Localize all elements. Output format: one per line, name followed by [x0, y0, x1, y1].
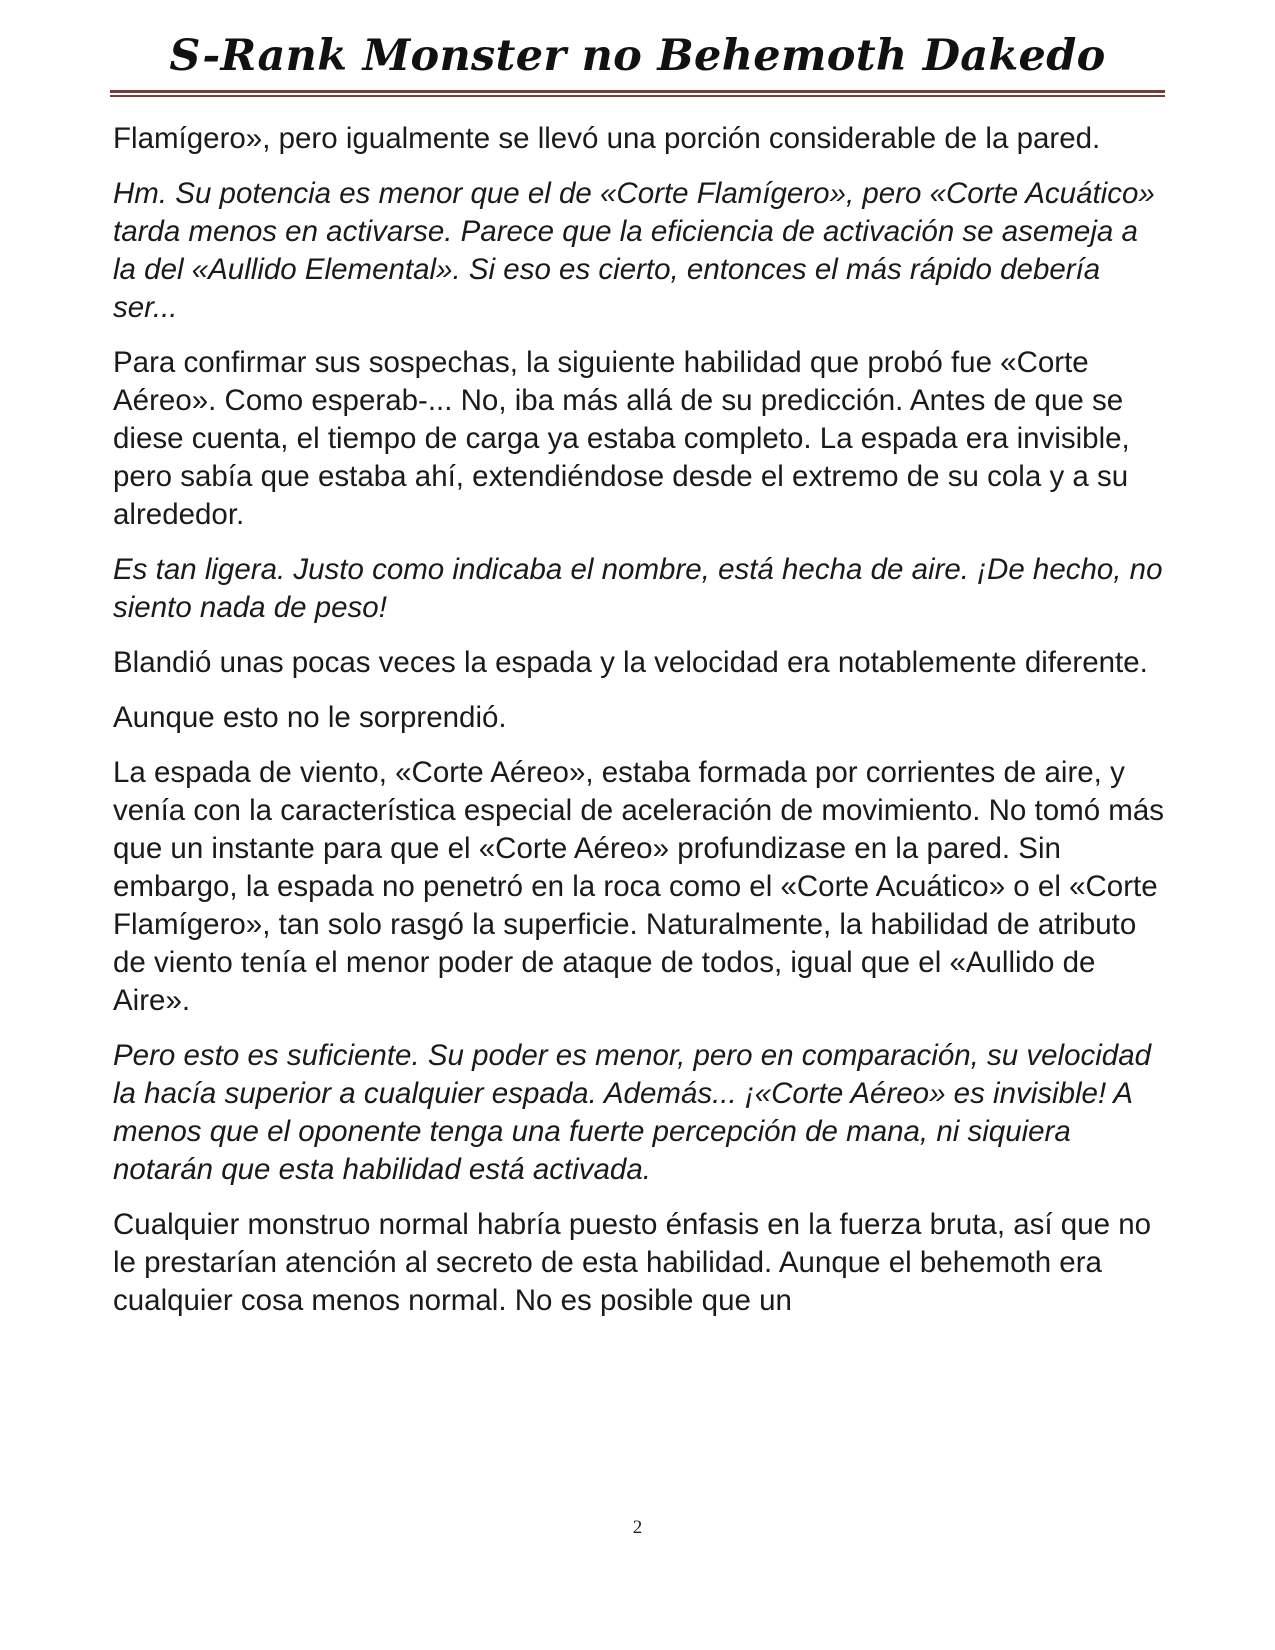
paragraph: Flamígero», pero igualmente se llevó una porción considerable de la pared. — [113, 122, 1101, 155]
paragraph: Cualquier monstruo normal habría puesto énfasis en la fuerza bruta, así que no le prestarían atención al secreto de esta habilidad. Aunque el behemoth era cualquier cosa menos normal. No es posible que un — [113, 1208, 1152, 1317]
header-divider — [110, 90, 1165, 93]
page-title: S-Rank Monster no Behemoth Dakedo — [169, 31, 1106, 81]
paragraph: Blandió unas pocas veces la espada y la velocidad era notablemente diferente. — [113, 646, 1148, 679]
page-number: 2 — [632, 1517, 643, 1538]
paragraph: La espada de viento, «Corte Aéreo», estaba formada por corrientes de aire, y venía con la característica especial de aceleración de movimiento. No tomó más que un instante para que el «Corte Aéreo» profundizase en la pared. Sin embargo, la espada no penetró en la roca como el «Corte Acuático» o el «Corte Flamígero», tan solo rasgó la superficie. Naturalmente, la habilidad de atributo de viento tenía el menor poder de ataque de todos, igual que el «Aullido de Aire». — [113, 756, 1165, 1017]
paragraph-thought: Hm. Su potencia es menor que el de «Corte Flamígero», pero «Corte Acuático» tarda menos en activarse. Parece que la eficiencia de activación se asemeja a la del «Aullido Elemental». Si eso es cierto, entonces el más rápido debería ser... — [113, 177, 1155, 324]
paragraph: Para confirmar sus sospechas, la siguiente habilidad que probó fue «Corte Aéreo». Como esperab-... No, iba más allá de su predicción. Antes de que se diese cuenta, el tiempo de carga ya estaba completo. La espada era invisible, pero sabía que estaba ahí, extendiéndose desde el extremo de su cola y a su alrededor. — [113, 346, 1130, 531]
paragraph: Aunque esto no le sorprendió. — [113, 701, 507, 734]
paragraph-thought: Es tan ligera. Justo como indicaba el nombre, está hecha de aire. ¡De hecho, no siento nada de peso! — [113, 553, 1163, 624]
page-header — [110, 30, 1165, 93]
document-body — [113, 120, 1165, 1337]
paragraph-thought: Pero esto es suficiente. Su poder es menor, pero en comparación, su velocidad la hacía superior a cualquier espada. Además... ¡«Corte Aéreo» es invisible! A menos que el oponente tenga una fuerte percepción de mana, ni siquiera notarán que esta habilidad está activada. — [113, 1039, 1152, 1186]
